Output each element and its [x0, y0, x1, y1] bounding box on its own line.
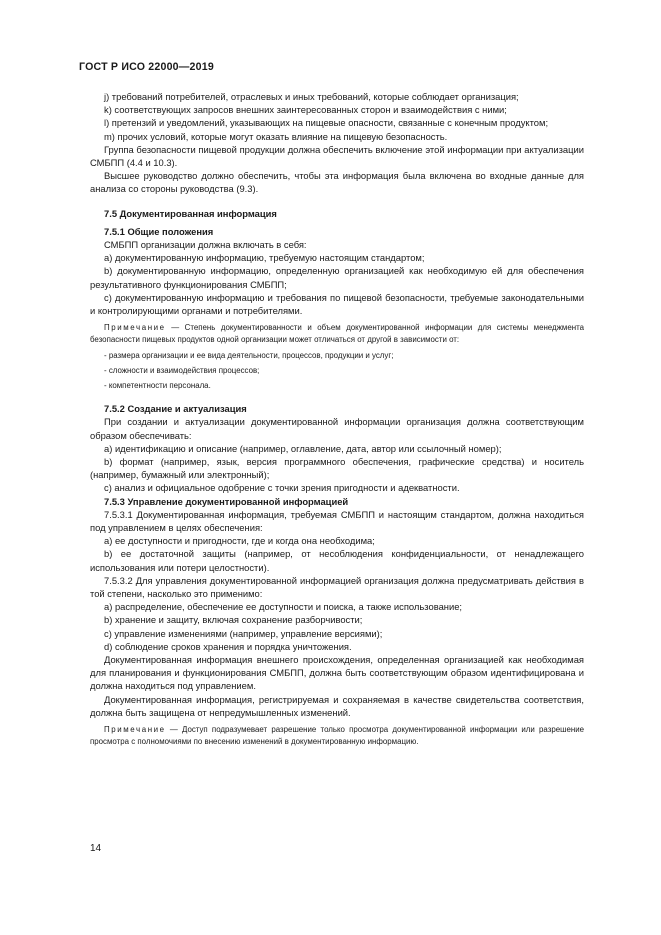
paragraph: 7.5.3.1 Документированная информация, требуемая СМБПП и настоящим стандартом, должна находиться под управлением в целях обеспечения:: [90, 508, 584, 534]
section-heading-7-5-3: 7.5.3 Управление документированной информацией: [104, 495, 349, 507]
note-text: — Степень документированности и объем документированной информации для системы менеджмента безопасности пищевых продуктов одной организации может отличаться от другой в зависимости от:: [90, 323, 584, 344]
list-item: a) идентификацию и описание (например, оглавление, дата, автор или ссылочный номер);: [104, 442, 502, 454]
list-item: a) документированную информацию, требуемую настоящим стандартом;: [104, 252, 425, 264]
note: [90, 724, 584, 747]
list-item: b) формат (например, язык, версия программного обеспечения, графические средства) и носитель (например, бумажный или электронный);: [90, 456, 584, 481]
paragraph: Документированная информация, регистрируемая и сохраняемая в качестве свидетельства соответствия, должна быть защищена от непредумышленных изменений.: [90, 693, 584, 718]
list-item-l: l) претензий и уведомлений, указывающих на пищевые опасности, связанные с конечным продуктом;: [104, 117, 549, 129]
note: [90, 322, 584, 345]
section-heading-7-5: 7.5 Документированная информация: [104, 207, 277, 219]
paragraph: 7.5.3.2 Для управления документированной информацией организация должна предусматривать действия в той степени, насколько это применимо:: [90, 574, 584, 600]
note-label: Примечание: [104, 725, 166, 735]
section-heading-7-5-1: 7.5.1 Общие положения: [104, 225, 214, 237]
list-item: a) распределение, обеспечение ее доступности и поиска, а также использование;: [104, 601, 463, 613]
paragraph: Документированная информация внешнего происхождения, определенная организацией как необходимая для планирования и функционирования СМБПП, должна быть соответствующим образом идентифицирована и должна находиться под управлением.: [90, 654, 584, 692]
list-item: c) документированную информацию и требования по пищевой безопасности, требуемые законодательными и контролирующими органами и потребителями.: [90, 291, 584, 317]
note-list-item: - размера организации и ее вида деятельности, процессов, продукции и услуг;: [104, 351, 394, 361]
note-label: Примечание: [104, 323, 166, 333]
list-item: b) документированную информацию, определенную организацией как необходимую ей для обеспечения результативного функционирования СМБПП;: [90, 265, 584, 290]
list-item-j: j) требований потребителей, отраслевых и иных требований, которые соблюдает организация;: [104, 91, 519, 102]
list-item: d) соблюдение сроков хранения и порядка уничтожения.: [104, 640, 352, 652]
list-item: c) управление изменениями (например, управление версиями);: [104, 627, 383, 639]
list-item-k: k) соответствующих запросов внешних заинтересованных сторон и взаимодействия с ними;: [104, 104, 507, 116]
list-item-m: m) прочих условий, которые могут оказать влияние на пищевую безопасность.: [104, 130, 448, 142]
note-text: — Доступ подразумевает разрешение только просмотра документированной информации или разрешение просмотра с полномочиями по внесению изменений в документированную информацию.: [90, 725, 584, 746]
page-number: 14: [90, 843, 102, 854]
paragraph: При создании и актуализации документированной информации организация должна соответствующим образом обеспечивать:: [90, 416, 584, 441]
paragraph: СМБПП организации должна включать в себя:: [104, 239, 307, 251]
section-heading-7-5-2: 7.5.2 Создание и актуализация: [104, 403, 247, 415]
paragraph: Высшее руководство должно обеспечить, чтобы эта информация была включена во входные данные для анализа со стороны руководства (9.3).: [90, 170, 584, 195]
list-item: b) ее достаточной защиты (например, от несоблюдения конфиденциальности, от ненадлежащего использования или потери целостности).: [90, 548, 584, 573]
page-content: [90, 90, 584, 747]
paragraph: Группа безопасности пищевой продукции должна обеспечить включение этой информации при актуализации СМБПП (4.4 и 10.3).: [90, 143, 584, 169]
note-list-item: - сложности и взаимодействия процессов;: [104, 366, 260, 376]
list-item: a) ее доступности и пригодности, где и когда она необходима;: [104, 535, 375, 547]
note-list-item: - компетентности персонала.: [104, 380, 211, 390]
list-item: b) хранение и защиту, включая сохранение разборчивости;: [104, 614, 363, 626]
list-item: c) анализ и официальное одобрение с точки зрения пригодности и адекватности.: [104, 482, 460, 494]
document-header: ГОСТ Р ИСО 22000—2019: [79, 61, 214, 73]
